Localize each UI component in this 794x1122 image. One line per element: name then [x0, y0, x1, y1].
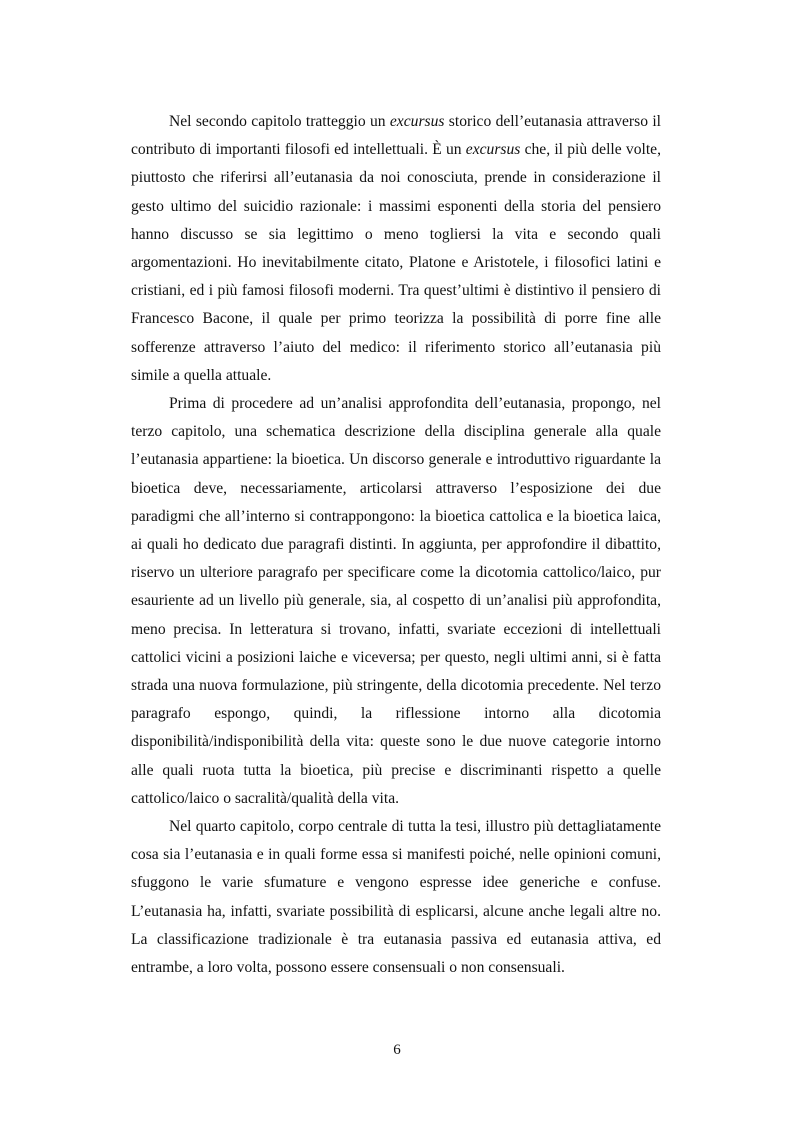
italic-term: excursus: [465, 141, 521, 159]
paragraph-second-chapter: [131, 108, 661, 390]
italic-term: excursus: [389, 113, 445, 130]
paragraph-third-chapter: Prima di procedere ad un’analisi approfondita dell’eutanasia, propongo, nel terzo capitolo, una schematica descrizione della disciplina generale alla quale l’eutanasia appartiene: la bioetica. Un discorso generale e introduttivo riguardante la bioetica deve, necessariamente, articolarsi attraverso l’esposizione dei due paradigmi che all’interno si contrappongono: la bioetica cattolica e la bioetica laica, ai quali ho dedicato due paragrafi distinti. In aggiunta, per approfondire il dibattito, riservo un ulteriore paragrafo per specificare come la dicotomia cattolico/laico, pur esauriente ad un livello più generale, sia, al cospetto di un’analisi più approfondita, meno precisa. In letteratura si trovano, infatti, svariate eccezioni di intellettuali cattolici vicini a posizioni laiche e viceversa; per questo, negli ultimi anni, si è fatta strada una nuova formulazione, più stringente, della dicotomia precedente. Nel terzo paragrafo espongo, quindi, la riflessione intorno alla dicotomia disponibilità/indisponibilità della vita: queste sono le due nuove categorie intorno alle quali ruota tutta la bioetica, più precise e discriminanti rispetto a quelle cattolico/laico o sacralità/qualità della vita.: [131, 395, 661, 807]
page-body: [131, 108, 661, 982]
paragraph-text-segment: storico dell’eutanasia attraverso il contributo di importanti filosofi ed intellettuali. È un: [131, 113, 661, 159]
paragraph-text-segment: Nel secondo capitolo tratteggio un: [169, 113, 390, 130]
page-number: 6: [393, 1042, 401, 1058]
paragraph-text-segment: che, il più delle volte, piuttosto che riferirsi all’eutanasia da noi conosciuta, prende in considerazione il gesto ultimo del suicidio razionale: i massimi esponenti della storia del pensiero hanno discusso se sia legittimo o meno togliersi la vita e secondo quali argomentazioni. Ho inevitabilmente citato, Platone e Aristotele, i filosofici latini e cristiani, ed i più famosi filosofi moderni. Tra quest’ultimi è distintivo il pensiero di Francesco Bacone, il quale per primo teorizza la possibilità di porre fine alle sofferenze attraverso l’aiuto del medico: il riferimento storico all’eutanasia più simile a quella attuale.: [131, 141, 661, 384]
paragraph-fourth-chapter: Nel quarto capitolo, corpo centrale di tutta la tesi, illustro più dettagliatamente cosa sia l’eutanasia e in quali forme essa si manifesti poiché, nelle opinioni comuni, sfuggono le varie sfumature e vengono espresse idee generiche e confuse. L’eutanasia ha, infatti, svariate possibilità di esplicarsi, alcune anche legali altre no. La classificazione tradizionale è tra eutanasia passiva ed eutanasia attiva, ed entrambe, a loro volta, possono essere consensuali o non consensuali.: [131, 818, 661, 977]
